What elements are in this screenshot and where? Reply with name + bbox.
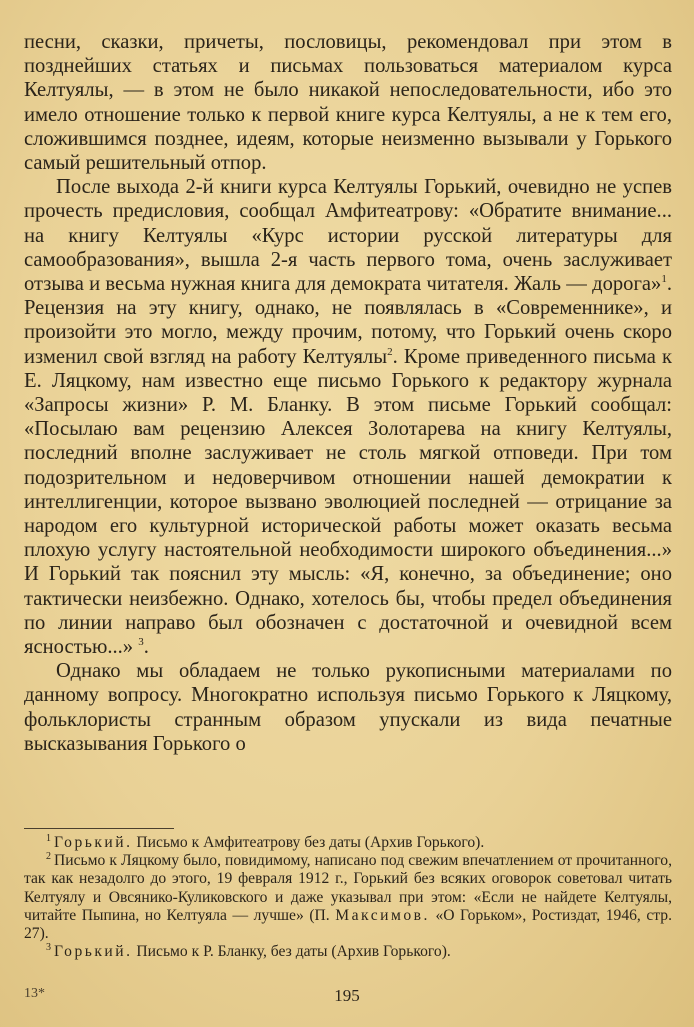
footnote-1 [24, 834, 672, 852]
footnote-2-tail: «О Горьком», Ростиздат, 1946, стр. 27). [24, 906, 672, 943]
paragraph-2-part-b: . Рецензия на эту книгу, однако, не появлялась в «Современнике», и произойти это могло, между прочим, потому, что Горький очень скоро изменил свой взгляд на работу Келтуялы [24, 273, 672, 368]
footnote-2-author: Максимов. [335, 906, 430, 924]
footnote-3-author: Горький. [54, 943, 133, 961]
paragraph-2-part-a: После выхода 2-й книги курса Келтуялы Горький, очевидно не успев прочесть предисловия, сообщал Амфитеатрову: «Обратите внимание... на книгу Келтуялы «Курс истории русской литературы для самообразования», вышла 2-я часть первого тома, очень заслуживает отзыва и весьма нужная книга для демократа читателя. Жаль — дорога» [24, 176, 672, 296]
printer-signature: 13* [24, 986, 45, 1001]
page-number: 195 [334, 986, 360, 1005]
footnote-3 [24, 943, 672, 961]
main-text [24, 30, 672, 756]
footnote-1-marker: 1 [46, 832, 51, 844]
footnote-3-text: Письмо к Р. Бланку, без даты (Архив Горького). [136, 943, 451, 961]
paragraph-2-end: . [143, 636, 149, 659]
paragraph-2 [24, 175, 672, 659]
paragraph-2-part-c: . Кроме приведенного письма к Е. Ляцкому, нам известно еще письмо Горького к редактору журнала «Запросы жизни» Р. М. Бланку. В этом письме Горький сообщал: «Посылаю вам рецензию Алексея Золотарева на книгу Келтуялы, последний вполне заслуживает не столь мягкой отповеди. При том подозрительном и недоверчивом отношении нашей демократии к интеллигенции, которое вызвано эволюцией последней — отрицание за народом его культурной исторической работы может оказать весьма плохую услугу настоятельной необходимости широкого объединения...» И Горький так пояснил эту мысль: «Я, конечно, за объединение; оно тактически неизбежно. Однако, хотелось бы, чтобы предел объединения по линии направо был обозначен с достаточной и очевидной всем ясностью...» [24, 345, 673, 659]
footnote-1-text: Письмо к Амфитеатрову без даты (Архив Горького). [136, 834, 485, 851]
footnote-2-text: Письмо к Ляцкому было, повидимому, написано под свежим впечатлением от прочитанного, так как незадолго до этого, 19 февраля 1912 г., Горький без всяких оговорок советовал читать Келтуялу и Овсянико-Куликовского и даже указывал при этом: «Если не найдете Келтуялы, читайте Пыпина, но Келтуяла — лучше» (П. [24, 852, 672, 924]
note-ref-2: 2 [387, 345, 393, 358]
paragraph-3: Однако мы обладаем не только рукописными материалами по данному вопросу. Многократно используя письмо Горького к Ляцкому, фольклористы странным образом упускали из вида печатные высказывания Горького о [24, 660, 672, 755]
footnote-2-marker: 2 [46, 851, 51, 863]
paragraph-1: песни, сказки, причеты, пословицы, рекомендовал при этом в позднейших статьях и письмах пользоваться материалом курса Келтуялы, — в этом не было никакой непоследовательности, ибо это имело отношение только к первой книге курса Келтуялы, а не к тем его, сложившимся позднее, идеям, которые неизменно вызывали у Горького самый решительный отпор. [24, 31, 672, 175]
footnote-1-author: Горький. [54, 834, 133, 851]
footnotes [24, 834, 672, 961]
footnote-3-marker: 3 [46, 942, 51, 954]
footnote-2 [24, 852, 672, 943]
footnote-divider [24, 828, 174, 829]
note-ref-1: 1 [661, 273, 667, 286]
note-ref-3: 3 [138, 636, 144, 649]
